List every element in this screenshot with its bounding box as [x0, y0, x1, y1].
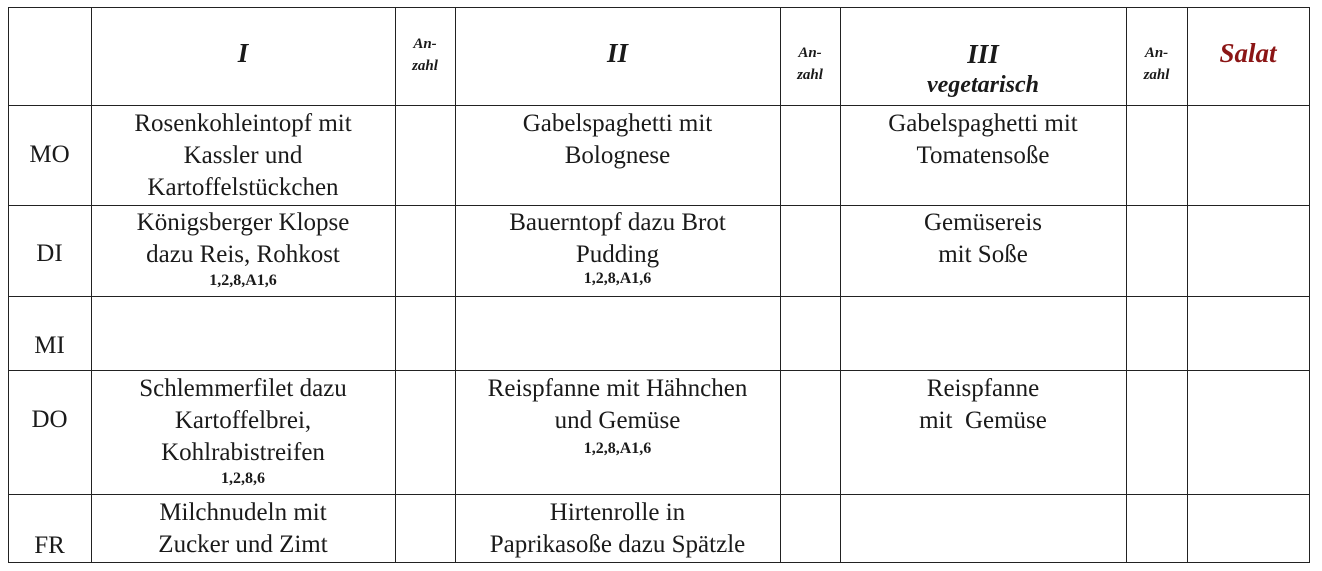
meal-line: Reispfanne	[926, 375, 1040, 402]
day-label-mo: MO	[29, 141, 70, 168]
header-anzahl-1	[395, 33, 455, 77]
meal-mo-3	[840, 108, 1126, 172]
anzahl-label-line1: An-	[1144, 45, 1169, 61]
header-menu-2: II	[606, 38, 628, 68]
meal-mo-2	[455, 108, 780, 172]
meal-di-3	[840, 207, 1126, 271]
header-anzahl-3	[1126, 42, 1187, 86]
meal-line: Rosenkohleintopf mit	[134, 110, 352, 137]
day-label-mi: MI	[34, 332, 65, 359]
meal-line: Schlemmerfilet dazu	[139, 375, 347, 402]
table-line	[8, 494, 1310, 495]
meal-di-2	[455, 207, 780, 289]
table-line	[8, 105, 1310, 106]
meal-line: Kartoffelbrei,	[174, 407, 312, 434]
meal-do-2	[455, 373, 780, 459]
table-line	[8, 370, 1310, 371]
table-line	[8, 296, 1310, 297]
meal-line: Reispfanne mit Hähnchen	[487, 375, 748, 402]
anzahl-label-line1: An-	[798, 45, 822, 61]
meal-line: Kartoffelstückchen	[147, 174, 339, 201]
table-line	[780, 7, 781, 563]
header-menu-1: I	[237, 38, 249, 68]
table-line	[1187, 7, 1188, 563]
day-label-do: DO	[31, 406, 68, 433]
meal-line: Hirtenrolle in	[549, 499, 686, 526]
day-label-di: DI	[36, 240, 63, 267]
allergen-codes: 1,2,8,A1,6	[583, 440, 652, 457]
meal-line: mit Gemüse	[919, 407, 1047, 434]
meal-fr-1	[91, 497, 395, 561]
allergen-codes: 1,2,8,6	[221, 470, 265, 487]
anzahl-label-line2: zahl	[412, 58, 438, 74]
table-line	[8, 205, 1310, 206]
meal-di-1	[91, 207, 395, 291]
meal-line: Bolognese	[564, 142, 671, 169]
meal-line: Bauerntopf dazu Brot	[509, 209, 726, 236]
header-menu-3	[840, 38, 1126, 100]
meal-line: Königsberger Klopse	[136, 209, 350, 236]
anzahl-label-line2: zahl	[1143, 67, 1170, 83]
table-line	[8, 7, 9, 563]
meal-line: Gemüsereis	[923, 209, 1043, 236]
meal-line: Gabelspaghetti mit	[522, 110, 713, 137]
meal-line: Zucker und Zimt	[158, 531, 328, 558]
meal-do-3	[840, 373, 1126, 437]
meal-line: Milchnudeln mit	[159, 499, 327, 526]
header-anzahl-2	[780, 42, 840, 86]
day-label-fr: FR	[34, 532, 65, 559]
meal-line: Paprikasoße dazu Spätzle	[489, 531, 746, 558]
table-line	[395, 7, 396, 563]
table-line	[8, 562, 1310, 563]
anzahl-label-line1: An-	[413, 36, 437, 52]
meal-line: Kassler und	[183, 142, 303, 169]
meal-line: Pudding	[575, 241, 660, 268]
allergen-codes: 1,2,8,A1,6	[209, 272, 277, 289]
meal-line: Kohlrabistreifen	[161, 439, 325, 466]
meal-do-1	[91, 373, 395, 489]
allergen-codes: 1,2,8,A1,6	[583, 270, 652, 287]
meal-line: mit Soße	[938, 241, 1028, 268]
table-line	[8, 7, 1310, 8]
meal-line: Gabelspaghetti mit	[888, 110, 1078, 137]
meal-line: und Gemüse	[554, 407, 681, 434]
meal-line: dazu Reis, Rohkost	[146, 241, 340, 268]
header-menu-3-title: III	[967, 39, 999, 69]
anzahl-label-line2: zahl	[797, 67, 823, 83]
table-line	[1126, 7, 1127, 563]
header-menu-3-subtitle: vegetarisch	[927, 72, 1039, 98]
header-salat: Salat	[1219, 38, 1277, 68]
meal-fr-2	[455, 497, 780, 561]
meal-line: Tomatensoße	[916, 142, 1050, 169]
table-line	[1309, 7, 1310, 563]
meal-mo-1	[91, 108, 395, 204]
